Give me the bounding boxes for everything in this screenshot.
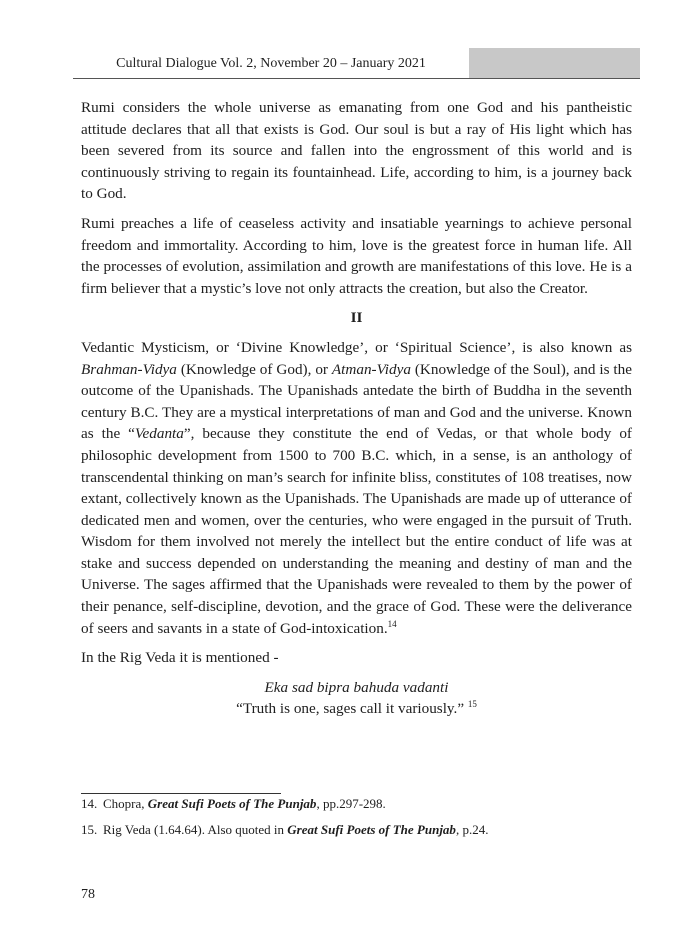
english-quote-text: “Truth is one, sages call it variously.”: [236, 700, 465, 718]
paragraph-rumi-universe: Rumi considers the whole universe as emanating from one God and his pantheistic attitude declares that all that exists is God. Our soul is but a ray of His light which has been severed from its source and fallen into the engrossment of this world and is continuously striving to regain its fountainhead. Life, according to him, is a journey back to God.: [81, 99, 632, 203]
footnote-ref-15: 15: [467, 699, 477, 710]
header-shade-block: [469, 48, 640, 78]
paragraph-rumi-love: Rumi preaches a life of ceaseless activity and insatiable yearnings to achieve personal freedom and immortality. According to him, love is the greatest force in human life. All the processes of evolution, assimilation and growth are manifestations of this love. He is a firm believer that a mystic’s love not only attracts the creation, but also the Creator.: [81, 214, 632, 297]
footnote-text: Chopra,: [103, 796, 148, 811]
page-number: 78: [81, 887, 95, 902]
section-heading: II: [350, 309, 363, 327]
footnote-ref-14: 14: [387, 618, 397, 629]
main-text: [81, 97, 632, 720]
rig-veda-intro: In the Rig Veda it is mentioned -: [81, 649, 279, 667]
para3-text-1: Vedantic Mysticism, or ‘Divine Knowledge’, or ‘Spiritual Science’, is also known as: [81, 338, 632, 356]
footnote-book-title: Great Sufi Poets of The Punjab: [287, 822, 456, 837]
footnote-book-title: Great Sufi Poets of The Punjab: [147, 796, 317, 811]
sanskrit-quote: Eka sad bipra bahuda vadanti: [264, 678, 449, 696]
term-brahman-vidya: Brahman-Vidya: [81, 360, 177, 378]
english-quote: [81, 698, 632, 720]
footnotes: [81, 796, 632, 848]
term-atman-vidya: Atman-Vidya: [331, 360, 411, 378]
footnote-pages: , p.24.: [455, 822, 489, 837]
running-header: Cultural Dialogue Vol. 2, November 20 – January 2021: [116, 56, 426, 71]
footnote-number: 15.: [81, 822, 98, 837]
footnote-number: 14.: [81, 796, 98, 811]
paragraph-vedantic-mysticism: [81, 337, 632, 639]
para3-text-3: (Knowledge of the Soul), and is the outcome of the Upanishads. The Upanishads antedate the birth of Buddha in the seventh century B.C. They are a mystical interpretations of man and God and the universe. Known as the “: [81, 360, 632, 443]
footnote-15: [81, 822, 632, 838]
term-vedanta: Vedanta: [134, 425, 184, 443]
footnote-14: [81, 796, 632, 812]
header-rule: [73, 78, 640, 79]
footnote-text: Rig Veda (1.64.64). Also quoted in: [103, 822, 288, 837]
footnote-pages: , pp.297-298.: [316, 796, 386, 811]
para3-text-2: (Knowledge of God), or: [176, 360, 332, 378]
para3-text-4: ”, because they constitute the end of Vedas, or that whole body of philosophic development from 1500 to 700 B.C. which, in a sense, is an anthology of transcendental thinking on man’s search for infinite bliss, constitutes of 108 treatises, now extant, collectively known as the Upanishads. The Upanishads are made up of utterance of dedicated men and women, over the centuries, who were engaged in the pursuit of Truth. Wisdom for them involved not merely the intellect but the entire conduct of life was at stake and success depended on understanding the meaning and destiny of man and the Universe. The sages affirmed that the Upanishads were revealed to them by the power of their penance, self-discipline, devotion, and the grace of God. These were the deliverance of seers and savants in a state of God-intoxication.: [81, 425, 632, 637]
footnote-rule: [81, 793, 281, 794]
